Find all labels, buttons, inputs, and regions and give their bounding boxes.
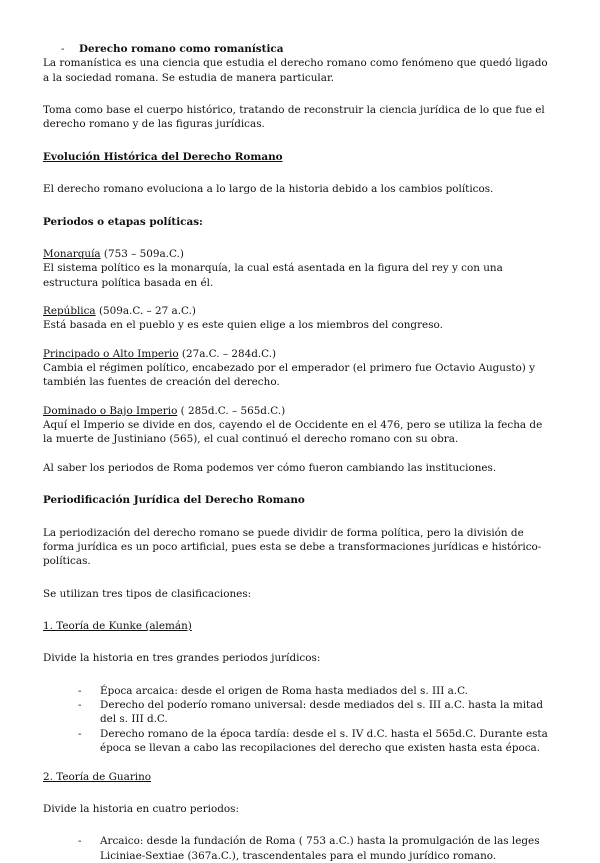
bullet-dash: -	[61, 43, 65, 55]
periodificacion-heading: Periodificación Jurídica del Derecho Romano	[43, 494, 305, 507]
list-item: - Época arcaica: desde el origen de Roma hasta mediados del s. III a.C.	[78, 684, 468, 697]
periodo-desc: Está basada en el pueblo y es este quien elige a los miembros del congreso.	[43, 319, 443, 332]
periodo-desc: Aquí el Imperio se divide en dos, cayendo el de Occidente en el 476, pero se utiliza la fecha de la muerte de Justiniano (565), el cual continuó el derecho romano con su obra.	[43, 419, 543, 446]
list-item: - Arcaico: desde la fundación de Roma ( 753 a.C.) hasta la promulgación de las leges Liciniae-Sextiae (367a.C.), trascendentales para el mundo jurídico romano.	[78, 835, 540, 862]
kunke-list	[43, 684, 552, 756]
kunke-title: 1. Teoría de Kunke (alemán)	[43, 619, 192, 632]
periodo-republica	[43, 304, 552, 333]
kunke-intro: Divide la historia en tres grandes periodos jurídicos:	[43, 652, 321, 665]
periodo-name: Principado o Alto Imperio	[43, 347, 179, 360]
periodo-dates: (27a.C. – 284d.C.)	[178, 347, 277, 360]
periodos-heading: Periodos o etapas políticas:	[43, 215, 203, 228]
guarino-list	[43, 834, 552, 863]
periodos-closing: Al saber los periodos de Roma podemos ver cómo fueron cambiando las instituciones.	[43, 461, 497, 474]
periodificacion-para-2: Se utilizan tres tipos de clasificaciones:	[43, 587, 252, 600]
periodificacion-para-1: La periodización del derecho romano se puede dividir de forma política, pero la división de forma jurídica es un poco artificial, pues esta se debe a transformaciones jurídicas e histórico-políticas.	[43, 526, 542, 568]
periodo-dates: (509a.C. – 27 a.C.)	[95, 304, 196, 317]
periodo-principado	[43, 347, 552, 390]
evolucion-para: El derecho romano evoluciona a lo largo de la historia debido a los cambios políticos.	[43, 183, 494, 196]
periodo-desc: Cambia el régimen político, encabezado por el emperador (el primero fue Octavio Augusto) y también las fuentes de creación del derecho.	[43, 362, 535, 389]
evolucion-heading: Evolución Histórica del Derecho Romano	[43, 150, 283, 163]
periodo-monarquia	[43, 247, 552, 290]
periodo-name: Monarquía	[43, 247, 101, 260]
romanistica-para-2: Toma como base el cuerpo histórico, tratando de reconstruir la ciencia jurídica de lo que fue el derecho romano y de las figuras jurídicas.	[43, 104, 545, 131]
romanistica-para-1: La romanística es una ciencia que estudia el derecho romano como fenómeno que quedó ligado a la sociedad romana. Se estudia de manera particular.	[43, 57, 548, 84]
guarino-intro: Divide la historia en cuatro periodos:	[43, 802, 239, 815]
periodo-desc: El sistema político es la monarquía, la cual está asentada en la figura del rey y con una estructura política basada en él.	[43, 262, 503, 289]
guarino-title: 2. Teoría de Guarino	[43, 770, 152, 783]
list-item: - Derecho romano de la época tardía: desde el s. IV d.C. hasta el 565d.C. Durante esta época se llevan a cabo las recopilaciones del derecho que existen hasta esta época.	[78, 727, 548, 755]
romanistica-title: Derecho romano como romanística	[79, 43, 284, 55]
section-romanistica	[43, 42, 552, 56]
periodo-name: República	[43, 304, 96, 317]
periodo-dominado	[43, 404, 552, 447]
list-item: - Derecho del poderío romano universal: desde mediados del s. III a.C. hasta la mitad del s. III d.C.	[78, 699, 544, 726]
periodo-name: Dominado o Bajo Imperio	[43, 404, 178, 417]
periodo-dates: ( 285d.C. – 565d.C.)	[177, 404, 286, 417]
periodo-dates: (753 – 509a.C.)	[100, 247, 184, 260]
